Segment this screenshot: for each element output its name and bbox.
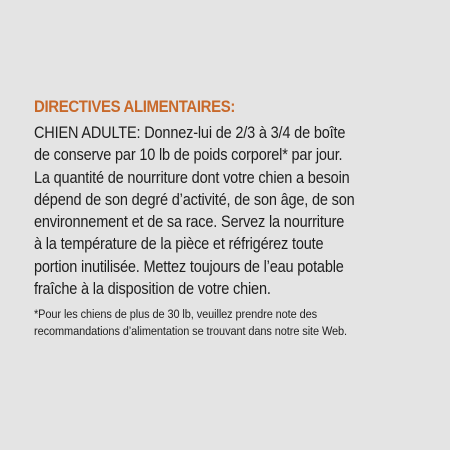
body-line: à la température de la pièce et réfrigérez toute <box>34 235 324 254</box>
body-line: CHIEN ADULTE: Donnez-lui de 2/3 à 3/4 de boîte <box>34 124 346 142</box>
body-line: fraîche à la disposition de votre chien. <box>34 280 271 299</box>
body-line: La quantité de nourriture dont votre chien a besoin <box>34 168 350 187</box>
feeding-directions-body <box>34 122 424 300</box>
footnote <box>34 306 424 339</box>
footnote-line: recommandations d’alimentation se trouvant dans notre site Web. <box>34 323 348 338</box>
body-line: de conserve par 10 lb de poids corporel* par jour. <box>34 146 343 165</box>
feeding-directions-panel <box>34 96 424 339</box>
footnote-line: *Pour les chiens de plus de 30 lb, veuillez prendre note des <box>34 307 318 322</box>
body-line: environnement et de sa race. Servez la nourriture <box>34 213 345 232</box>
body-line: portion inutilisée. Mettez toujours de l’eau potable <box>34 257 344 276</box>
body-line: dépend de son degré d’activité, de son âge, de son <box>34 190 355 209</box>
feeding-directions-heading: DIRECTIVES ALIMENTAIRES: <box>34 97 236 116</box>
